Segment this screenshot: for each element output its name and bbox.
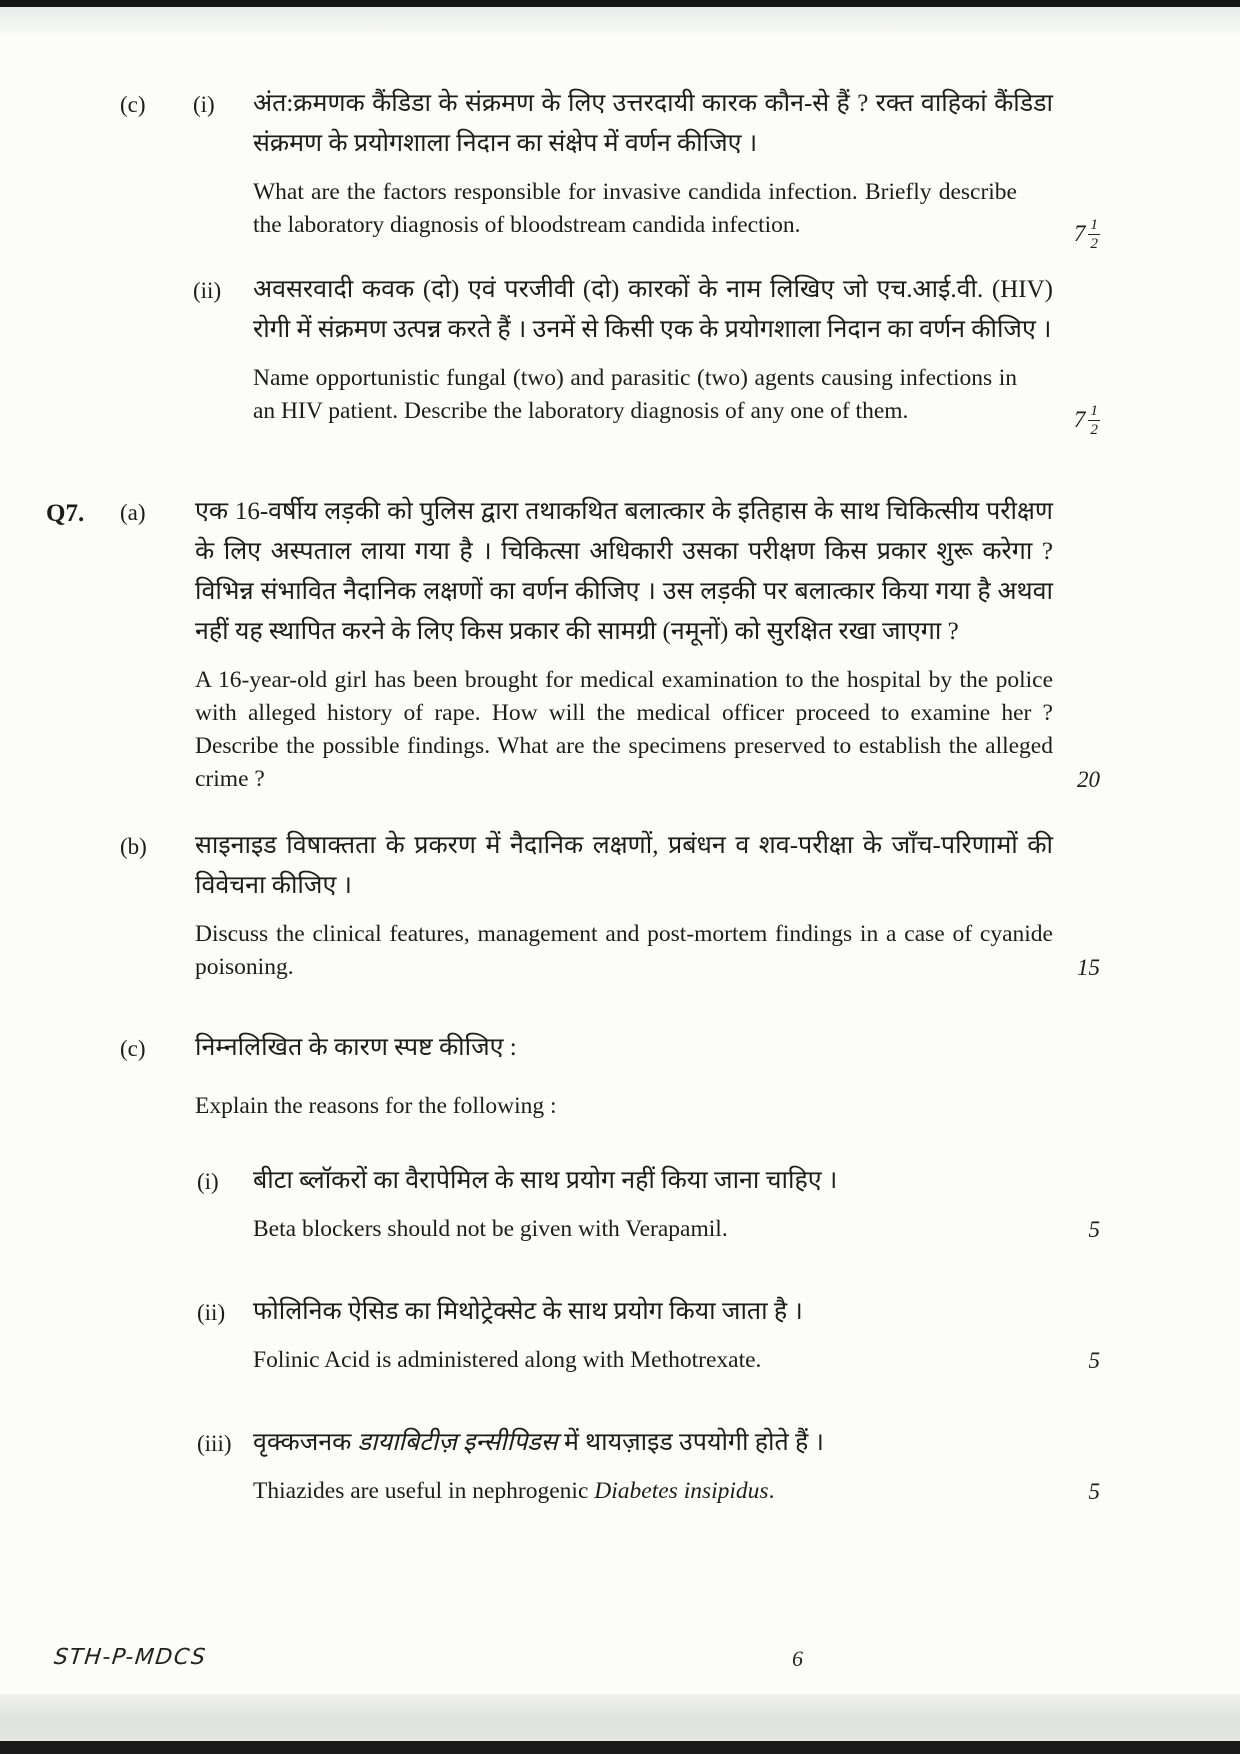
- fraction-denominator: 2: [1090, 235, 1098, 253]
- fraction: [1088, 403, 1100, 438]
- label-part-c: (c): [120, 1036, 146, 1061]
- english-text: A 16-year-old girl has been brought for medical examination to the hospital by the police with alleged history of rape. How will the medical officer proceed to examine her ? Describe the possible findings. What are the specimens preserved to establish the alleged crime ?: [195, 667, 1053, 792]
- question-text-block: [253, 1292, 1063, 1377]
- question-text-block: [195, 492, 1053, 796]
- hindi-prefix: वृक्कजनक: [253, 1429, 358, 1456]
- question-text-block: [195, 826, 1053, 984]
- hindi-suffix: में थायज़ाइड उपयोगी होते हैं ।: [557, 1429, 824, 1456]
- english-text: Explain the reasons for the following :: [195, 1093, 557, 1119]
- scan-edge-bottom: [0, 1741, 1240, 1754]
- question-text-block: [253, 84, 1053, 242]
- question-7c-ii: [0, 1292, 1240, 1377]
- question-text-block: [253, 1423, 1063, 1508]
- label-item-i: (i): [193, 92, 215, 117]
- hindi-text: [253, 1423, 1063, 1463]
- question-7b: [0, 826, 1240, 984]
- english-text: Name opportunistic fungal (two) and parasitic (two) agents causing infections in an HIV patient. Describe the laboratory diagnosis of any one of them.: [253, 365, 1017, 424]
- label-item-iii: (iii): [197, 1431, 232, 1456]
- label-part-c: (c): [120, 92, 146, 117]
- booklet-code: STH-P-MDCS: [52, 1645, 208, 1670]
- english-text: What are the factors responsible for invasive candida infection. Briefly describe the laboratory diagnosis of bloodstream candida infection.: [253, 179, 1017, 238]
- english-text: [253, 1475, 1063, 1508]
- question-text-block: [253, 1161, 1063, 1246]
- question-c-i: [0, 84, 1240, 253]
- question-7c-intro: [0, 1028, 1240, 1123]
- page-number: 6: [792, 1646, 803, 1671]
- english-prefix: Thiazides are useful in nephrogenic: [253, 1478, 595, 1504]
- hindi-italic-term: डायाबिटीज़ इन्सीपिडस: [357, 1429, 558, 1456]
- hindi-text: साइनाइड विषाक्तता के प्रकरण में नैदानिक लक्षणों, प्रबंधन व शव-परीक्षा के जाँच-परिणामों की विवेचना कीजिए ।: [195, 832, 1053, 899]
- question-7c-i: [0, 1161, 1240, 1246]
- marks-value: 5: [1088, 1479, 1100, 1504]
- question-7a: [0, 492, 1240, 796]
- english-suffix: .: [768, 1478, 775, 1504]
- marks-whole: 7: [1073, 221, 1086, 247]
- question-number: Q7.: [46, 500, 85, 527]
- hindi-text: अवसरवादी कवक (दो) एवं परजीवी (दो) कारकों के नाम लिखिए जो एच.आई.वी. (HIV) रोगी में संक्रमण उत्पन्न करते हैं । उनमें से किसी एक के प्रयोगशाला निदान का वर्णन कीजिए ।: [253, 276, 1053, 343]
- fraction-numerator: 1: [1090, 402, 1098, 420]
- label-item-i: (i): [197, 1169, 219, 1194]
- hindi-text: अंत:क्रमणक कैंडिडा के संक्रमण के लिए उत्तरदायी कारक कौन-से हैं ? रक्त वाहिकां कैंडिडा संक्रमण के प्रयोगशाला निदान का संक्षेप में वर्णन कीजिए ।: [253, 90, 1053, 157]
- hindi-text: निम्नलिखित के कारण स्पष्ट कीजिए :: [195, 1034, 517, 1061]
- hindi-text: फोलिनिक ऐसिड का मिथोट्रेक्सेट के साथ प्रयोग किया जाता है ।: [253, 1298, 803, 1325]
- english-text: Folinic Acid is administered along with Methotrexate.: [253, 1347, 762, 1373]
- english-text: Discuss the clinical features, management and post-mortem findings in a case of cyanide poisoning.: [195, 921, 1053, 980]
- hindi-text: बीटा ब्लॉकरों का वैरापेमिल के साथ प्रयोग नहीं किया जाना चाहिए ।: [253, 1167, 838, 1194]
- question-text-block: [253, 270, 1053, 428]
- hindi-text: एक 16-वर्षीय लड़की को पुलिस द्वारा तथाकथित बलात्कार के इतिहास के साथ चिकित्सीय परीक्षण के लिए अस्पताल लाया गया है । चिकित्सा अधिकारी उसका परीक्षण किस प्रकार शुरू करेगा ? विभिन्न संभावित नैदानिक लक्षणों का वर्णन कीजिए । उस लड़की पर बलात्कार किया गया है अथवा नहीं यह स्थापित करने के लिए किस प्रकार की सामग्री (नमूनों) को सुरक्षित रखा जाएगा ?: [195, 498, 1053, 645]
- marks-value: [1074, 403, 1100, 438]
- scan-shadow-bottom: [0, 1694, 1240, 1741]
- english-italic-term: Diabetes insipidus: [594, 1478, 769, 1504]
- question-c-ii: [0, 270, 1240, 439]
- marks-value: 5: [1088, 1348, 1100, 1373]
- english-text: Beta blockers should not be given with Verapamil.: [253, 1216, 728, 1242]
- fraction-numerator: 1: [1090, 216, 1098, 234]
- marks-whole: 7: [1073, 407, 1086, 433]
- label-part-b: (b): [120, 834, 147, 859]
- marks-value: 15: [1077, 955, 1100, 980]
- question-text-block: [195, 1028, 1053, 1123]
- question-7c-iii: [0, 1423, 1240, 1508]
- label-item-ii: (ii): [193, 278, 222, 303]
- marks-value: 5: [1088, 1217, 1100, 1242]
- label-item-ii: (ii): [197, 1300, 226, 1325]
- marks-value: 20: [1077, 767, 1100, 792]
- marks-value: [1074, 217, 1100, 252]
- fraction: [1088, 217, 1100, 252]
- label-part-a: (a): [120, 500, 146, 525]
- fraction-denominator: 2: [1090, 421, 1098, 439]
